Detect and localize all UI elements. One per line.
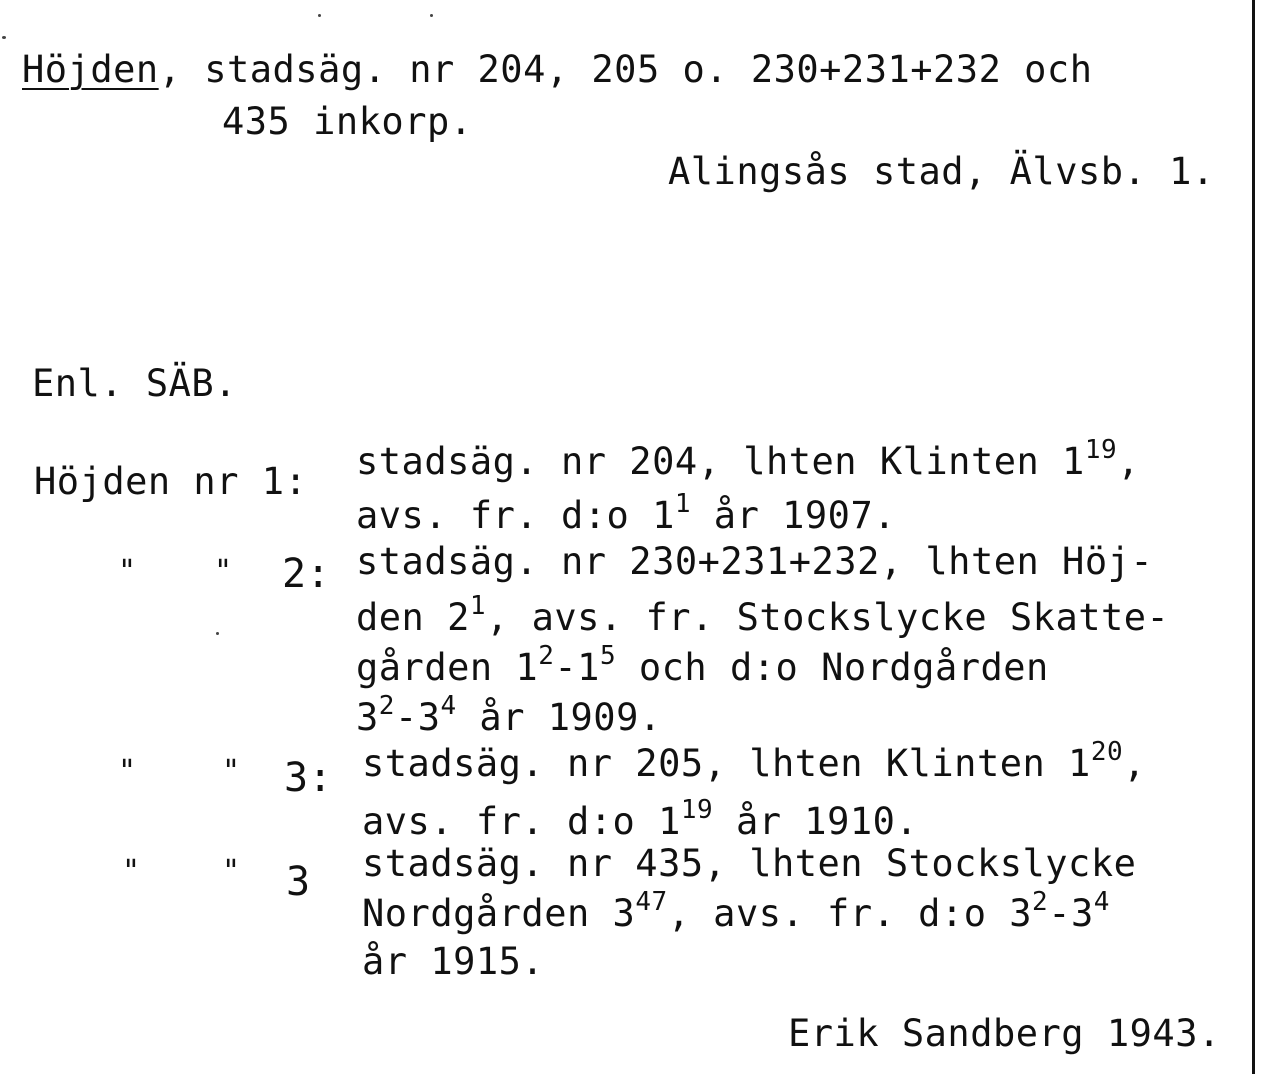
entry-2-line-4: $3^2-3^4$ år 1909. (356, 691, 662, 739)
entry-4-line-2: Nordgården $3^{47}$, avs. fr. d:o $3^2-3^4$ (362, 887, 1110, 935)
scan-speck (216, 632, 219, 635)
entry-2-line-3: gården $1^2-1^5$ och d:o Nordgården (356, 641, 1049, 689)
place-name: Höjden (22, 48, 159, 91)
entry-3-ditto-1: " (118, 754, 137, 789)
entry-4-line-3: år 1915. (362, 940, 545, 983)
title-rest: , stadsäg. nr 204, 205 o. 230+231+232 och (158, 48, 1093, 91)
entry-2-line-1: stadsäg. nr 230+231+232, lhten Höj- (356, 540, 1154, 583)
title-line-1 (22, 48, 1092, 92)
scan-speck (430, 14, 433, 17)
title-line-2: 435 inkorp. (222, 100, 473, 143)
entry-2-ditto-2: " (214, 554, 233, 589)
entry-4-ditto-2: " (222, 854, 241, 889)
scan-speck (2, 36, 6, 39)
entry-3-line-1: stadsäg. nr 205, lhten Klinten $1^{20}$, (362, 737, 1146, 785)
entry-3-ditto-2: " (222, 754, 241, 789)
entry-1-line-1: stadsäg. nr 204, lhten Klinten $1^{19}$, (356, 435, 1140, 483)
entry-1-line-2: avs. fr. d:o $1^1$ år 1907. (356, 489, 897, 537)
entry-3-line-2: avs. fr. d:o $1^{19}$ år 1910. (362, 795, 919, 843)
entry-1-label: Höjden nr 1: (34, 460, 308, 503)
scan-speck (318, 14, 321, 17)
entry-4-line-1: stadsäg. nr 435, lhten Stockslycke (362, 842, 1137, 885)
signature: Erik Sandberg 1943. (788, 1012, 1221, 1055)
entry-3-number: 3: (284, 755, 333, 801)
entry-2-ditto-1: " (118, 554, 137, 589)
entry-4-number: 3 (286, 859, 311, 905)
entry-2-line-2: den $2^1$, avs. fr. Stockslycke Skatte- (356, 591, 1170, 639)
source-line: Enl. SÄB. (32, 362, 237, 405)
entry-4-ditto-1: " (122, 854, 141, 889)
location-line: Alingsås stad, Älvsb. 1. (668, 150, 1215, 193)
entry-2-number: 2: (282, 551, 331, 597)
card-right-edge (1252, 0, 1255, 1074)
